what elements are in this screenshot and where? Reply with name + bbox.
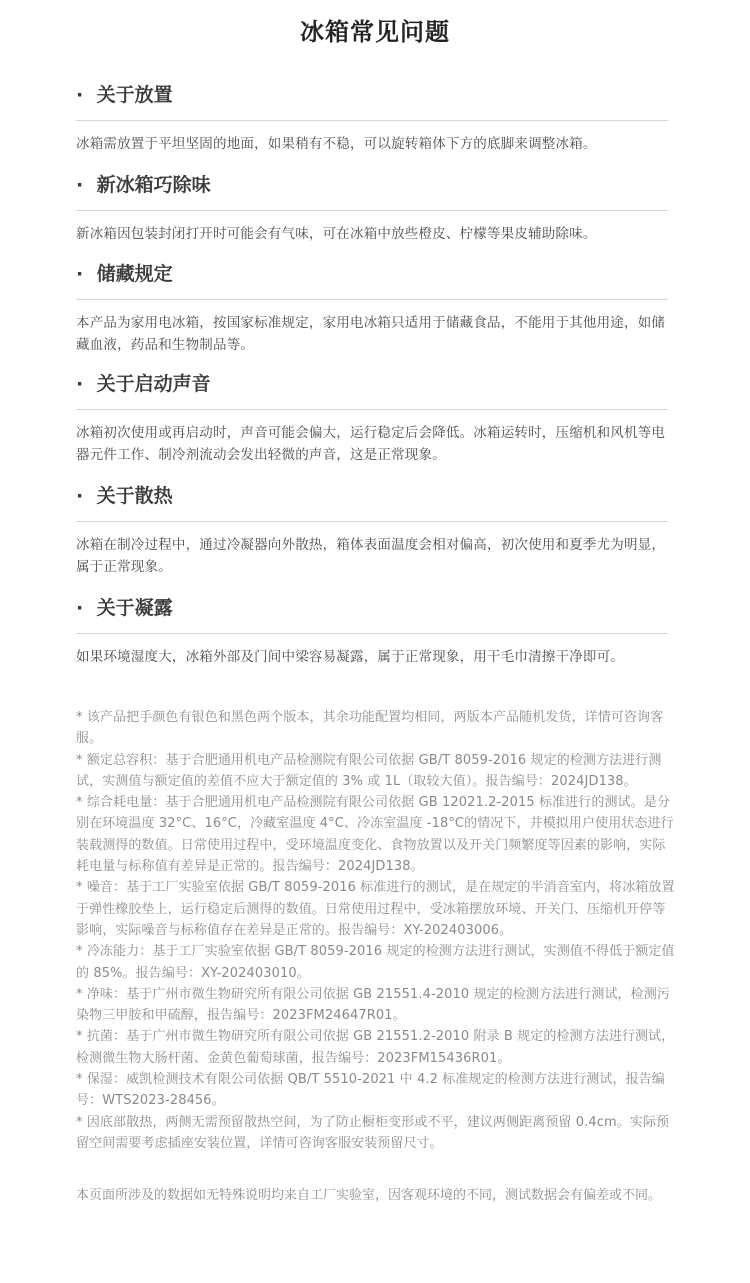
footnote: * 额定总容积：基于合肥通用机电产品检测院有限公司依据 GB/T 8059-2016 规定的检测方法进行测试，实测值与额定值的差值不应大于额定值的 3% 或 1L（取较大值）。报告编号：2024JD138。: [76, 752, 662, 789]
divider: [76, 120, 668, 121]
bullet-dot: ·: [76, 373, 84, 395]
divider: [76, 299, 668, 300]
divider: [76, 633, 668, 634]
section-body: 冰箱需放置于平坦坚固的地面，如果稍有不稳，可以旋转箱体下方的底脚来调整冰箱。: [76, 136, 597, 152]
section-placement: [76, 80, 668, 155]
bullet-dot: ·: [76, 263, 84, 285]
divider: [76, 521, 668, 522]
section-heading: [76, 481, 668, 511]
section-heading: [76, 259, 668, 289]
footnote: * 抗菌：基于广州市微生物研究所有限公司依据 GB 21551.2-2010 附录 B 规定的检测方法进行测试，检测微生物大肠杆菌、金黄色葡萄球菌，报告编号：2023FM15436R01。: [76, 1029, 675, 1066]
section-heading-text: 新冰箱巧除味: [96, 174, 211, 196]
section-condensation: [76, 593, 668, 668]
footnote: * 综合耗电量：基于合肥通用机电产品检测院有限公司依据 GB 12021.2-2015 标准进行的测试。是分别在环境温度 32°C、16°C，冷藏室温度 4°C、冷冻室温度 -18°C的情况下，并模拟用户使用状态进行装载测得的数值。日常使用过程中，受环境温度变化、食物放置以及开关门频繁度等因素的影响，实际耗电量与标称值有差异是正常的。报告编号：2024JD138。: [76, 795, 674, 875]
divider: [76, 210, 668, 211]
page-title: 冰箱常见问题: [300, 18, 450, 46]
section-startup-sound: [76, 369, 668, 466]
footnote: * 噪音：基于工厂实验室依据 GB/T 8059-2016 标准进行的测试，是在规定的半消音室内，将冰箱放置于弹性橡胶垫上，运行稳定后测得的数值。日常使用过程中，受冰箱摆放环境、开关门、压缩机开停等影响，实际噪音与标称值存在差异是正常的。报告编号：XY-202403006。: [76, 880, 675, 938]
section-heading-text: 关于放置: [96, 84, 173, 106]
footnote: * 冷冻能力：基于工厂实验室依据 GB/T 8059-2016 规定的检测方法进行测试，实测值不得低于额定值的 85%。报告编号：XY-202403010。: [76, 944, 675, 981]
bullet-dot: ·: [76, 84, 84, 106]
bullet-dot: ·: [76, 485, 84, 507]
section-heading: [76, 170, 668, 200]
footnote: * 保湿：威凯检测技术有限公司依据 QB/T 5510-2021 中 4.2 标准规定的检测方法进行测试，报告编号：WTS2023-28456。: [76, 1072, 665, 1109]
footnotes: [76, 707, 676, 1154]
section-heading: [76, 369, 668, 399]
footnote: * 因底部散热，两侧无需预留散热空间，为了防止橱柜变形或不平，建议两侧距离预留 0.4cm。实际预留空间需要考虑插座安装位置，详情可咨询客服安装预留尺寸。: [76, 1114, 670, 1151]
divider: [76, 409, 668, 410]
section-heat: [76, 481, 668, 578]
section-body: 如果环境湿度大，冰箱外部及门间中梁容易凝露，属于正常现象，用干毛巾清擦干净即可。: [76, 649, 624, 665]
section-heading-text: 储藏规定: [96, 263, 173, 285]
section-body: 冰箱初次使用或再启动时，声音可能会偏大，运行稳定后会降低。冰箱运转时，压缩机和风机等电器元件工作、制冷剂流动会发出轻微的声音，这是正常现象。: [76, 425, 666, 463]
section-body: 冰箱在制冷过程中，通过冷凝器向外散热，箱体表面温度会相对偏高，初次使用和夏季尤为明显，属于正常现象。: [76, 537, 666, 575]
section-odor: [76, 170, 668, 245]
bullet-dot: ·: [76, 174, 84, 196]
section-body: 新冰箱因包装封闭打开时可能会有气味，可在冰箱中放些橙皮、柠檬等果皮辅助除味。: [76, 226, 597, 242]
section-heading-text: 关于启动声音: [96, 373, 211, 395]
bullet-dot: ·: [76, 597, 84, 619]
section-heading: [76, 80, 668, 110]
section-heading-text: 关于凝露: [96, 597, 173, 619]
disclaimer: 本页面所涉及的数据如无特殊说明均来自工厂实验室，因客观环境的不同，测试数据会有偏差或不同。: [76, 1188, 662, 1203]
section-body: 本产品为家用电冰箱，按国家标准规定，家用电冰箱只适用于储藏食品，不能用于其他用途，如储藏血液，药品和生物制品等。: [76, 315, 666, 353]
footnote: * 净味：基于广州市微生物研究所有限公司依据 GB 21551.4-2010 规定的检测方法进行测试，检测污染物三甲胺和甲硫醇，报告编号：2023FM24647R01。: [76, 986, 670, 1024]
footnote: * 该产品把手颜色有银色和黑色两个版本，其余功能配置均相同，两版本产品随机发货，详情可咨询客服。: [76, 710, 664, 747]
section-heading: [76, 593, 668, 623]
section-storage: [76, 259, 668, 356]
section-heading-text: 关于散热: [96, 485, 173, 507]
